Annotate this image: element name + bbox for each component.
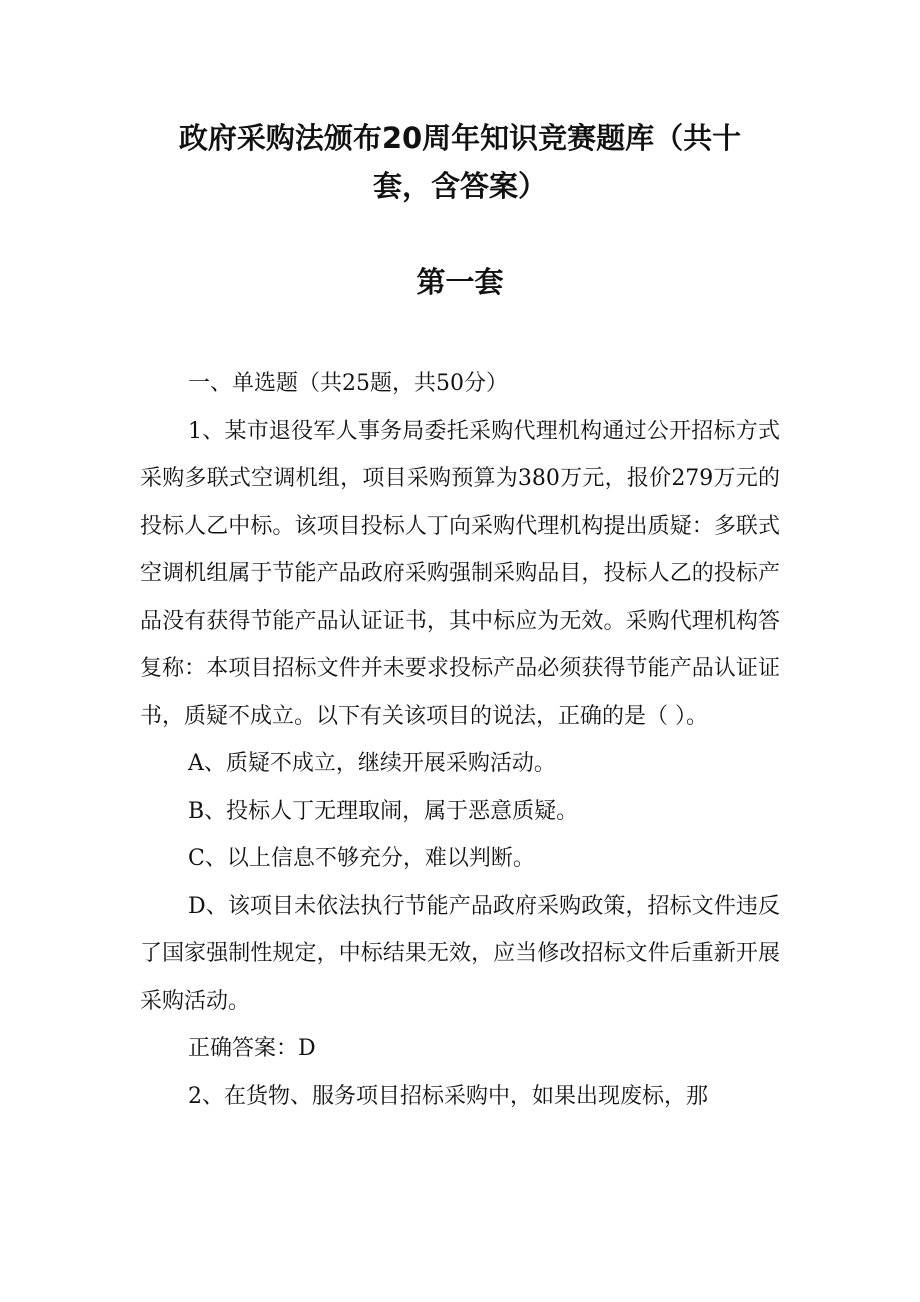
question-1-option-d: D、该项目未依法执行节能产品政府采购政策，招标文件违反了国家强制性规定，中标结果无效，应当修改招标文件后重新开展采购活动。 <box>140 893 780 1014</box>
question-1-stem: 1、某市退役军人事务局委托采购代理机构通过公开招标方式采购多联式空调机组，项目采购预算为380万元，报价279万元的投标人乙中标。该项目投标人丁向采购代理机构提出质疑：多联式空调机组属于节能产品政府采购强制采购品目，投标人乙的投标产品没有获得节能产品认证证书，其中标应为无效。采购代理机构答复称：本项目招标文件并未要求投标产品必须获得节能产品认证证书，质疑不成立。以下有关该项目的说法，正确的是（ ）。 <box>140 418 780 729</box>
set-heading: 第一套 <box>416 265 504 299</box>
question-1-option-a: A、质疑不成立，继续开展采购活动。 <box>188 751 556 776</box>
section-heading: 一、单选题（共25题，共50分） <box>188 371 508 396</box>
question-1-option-c: C、以上信息不够充分，难以判断。 <box>188 846 535 871</box>
document-title-line-2: 套，含答案） <box>372 169 547 203</box>
question-2-stem: 2、在货物、服务项目招标采购中，如果出现废标，那 <box>188 1083 708 1109</box>
document-title-line-1: 政府采购法颁布20周年知识竞赛题库（共十 <box>178 121 742 155</box>
document-title <box>120 114 800 210</box>
document-body <box>140 360 780 1120</box>
question-1-answer: 正确答案：D <box>188 1036 316 1061</box>
question-1-option-b: B、投标人丁无理取闹，属于恶意质疑。 <box>188 798 579 824</box>
